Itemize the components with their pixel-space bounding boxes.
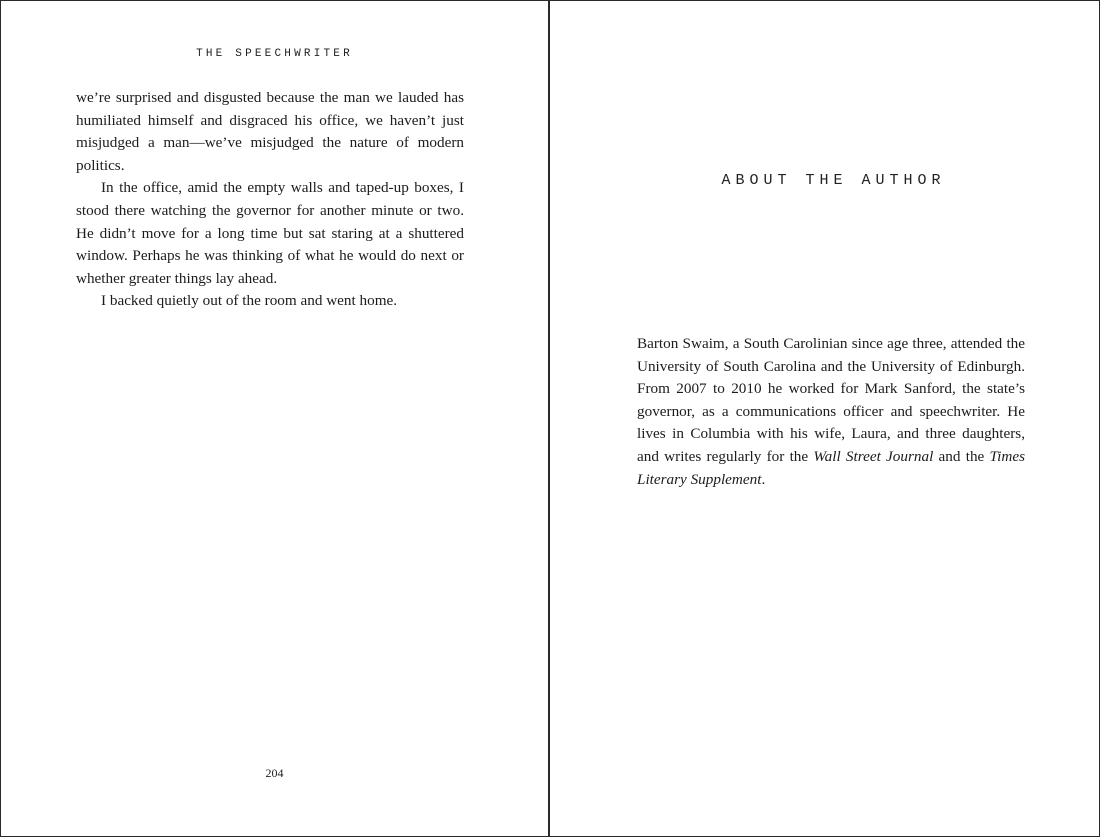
bio-text: Barton Swaim, a South Carolinian since age three, attended the University of South Carolina and the University of Edinburgh. From 2007 to 2010 he worked for Mark Sanford, the state’s governor, as a communications officer and speechwriter. He lives in Columbia with his wife, Laura, and three daughters, and writes regularly for the	[637, 335, 1025, 465]
section-title: ABOUT THE AUTHOR	[721, 172, 946, 189]
bio-text: and the	[933, 447, 990, 465]
left-page-body	[76, 87, 464, 313]
page-number: 204	[265, 766, 284, 780]
running-head: THE SPEECHWRITER	[196, 48, 353, 60]
paragraph: In the office, amid the empty walls and taped-up boxes, I stood there watching the governor for another minute or two. He didn’t move for a long time but sat staring at a shuttered window. Perhaps he was thinking of what he would do next or whether greater things lay ahead.	[76, 179, 464, 287]
bio-paragraph	[637, 333, 1025, 491]
author-bio	[637, 333, 1025, 491]
right-page	[550, 1, 1099, 836]
publication-title: Times Literary Supplement	[637, 447, 1025, 488]
left-page	[1, 1, 550, 836]
paragraph: we’re surprised and disgusted because the man we lauded has humiliated himself and disgraced his office, we haven’t just misjudged a man—we’ve misjudged the nature of modern politics.	[76, 89, 464, 174]
bio-text: .	[761, 470, 766, 488]
paragraph: I backed quietly out of the room and went home.	[101, 292, 398, 310]
publication-title: Wall Street Journal	[813, 447, 934, 465]
